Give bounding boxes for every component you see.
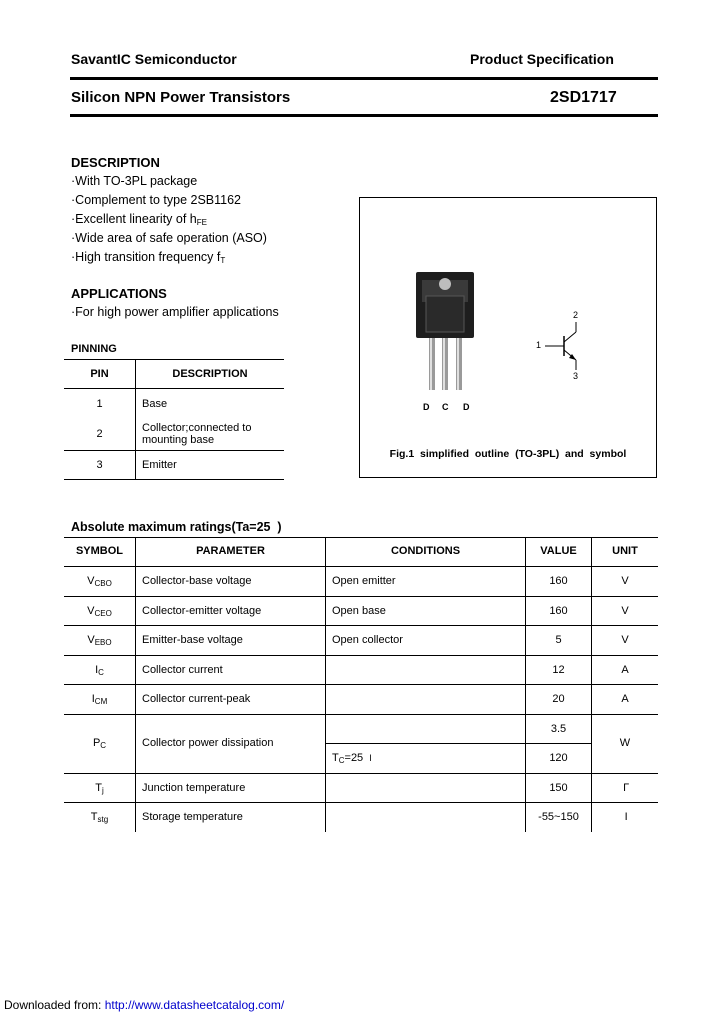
rating-value: 12 <box>552 664 565 676</box>
ratings-header-conditions: CONDITIONS <box>390 545 461 557</box>
ratings-rule <box>326 743 591 744</box>
header-rule-bottom <box>70 114 658 117</box>
rating-parameter: Junction temperature <box>142 782 246 794</box>
rating-condition: Open emitter <box>332 575 396 587</box>
company-name: SavantIC Semiconductor <box>71 51 237 67</box>
pin-description: Collector;connected to mounting base <box>142 422 252 446</box>
rating-parameter: Collector-base voltage <box>142 575 252 587</box>
pin-number: 3 <box>96 459 103 471</box>
rating-parameter: Collector current-peak <box>142 693 251 705</box>
product-line: Silicon NPN Power Transistors <box>71 89 291 106</box>
figure-box <box>359 197 657 478</box>
rating-unit: Γ <box>623 782 630 794</box>
rating-symbol: $V_{EBO}$ <box>87 634 112 647</box>
rating-parameter: Storage temperature <box>142 811 243 823</box>
footer-prefix: Downloaded from: <box>4 998 105 1012</box>
pinning-header-desc: DESCRIPTION <box>172 368 248 380</box>
description-item: ·Excellent linearity of $h_{FE}$ <box>71 212 207 227</box>
pin-letter: D <box>463 402 470 412</box>
package-outline-image <box>360 198 656 477</box>
rating-condition: Open collector <box>332 634 403 646</box>
rating-symbol: $V_{CEO}$ <box>87 605 112 618</box>
document-type: Product Specification <box>470 51 614 67</box>
pinning-header-pin: PIN <box>90 368 109 380</box>
pin-letter: D <box>423 402 430 412</box>
part-number: 2SD1717 <box>550 89 617 106</box>
pinning-rule <box>64 359 284 360</box>
rating-value: 160 <box>549 605 568 617</box>
rating-condition: $T_C=25$ I <box>332 752 372 765</box>
symbol-label: 2 <box>573 310 579 320</box>
rating-symbol: $T_{stg}$ <box>90 811 109 824</box>
rating-unit: V <box>621 605 629 617</box>
ratings-title: Absolute maximum ratings(Ta=25 ) <box>71 520 282 534</box>
ratings-divider <box>135 537 136 832</box>
ratings-rule <box>64 566 658 567</box>
description-item: ·High transition frequency $f_T$ <box>71 250 226 265</box>
applications-title: APPLICATIONS <box>71 286 167 301</box>
footer <box>4 998 284 1012</box>
ratings-header-symbol: SYMBOL <box>75 545 124 557</box>
rating-parameter: Collector current <box>142 664 223 676</box>
pinning-rule <box>64 450 284 451</box>
rating-value: 20 <box>552 693 565 705</box>
rating-value: 3.5 <box>550 723 567 735</box>
rating-condition: Open base <box>332 605 386 617</box>
rating-parameter: Collector-emitter voltage <box>142 605 262 617</box>
rating-parameter: Emitter-base voltage <box>142 634 243 646</box>
rating-symbol: $T_j$ <box>95 782 104 795</box>
figure-caption: Fig.1 simplified outline (TO-3PL) and symbol <box>389 448 627 460</box>
ratings-divider <box>325 537 326 832</box>
rating-value: 150 <box>549 782 568 794</box>
rating-unit: W <box>619 737 631 749</box>
ratings-rule <box>64 714 658 715</box>
pin-letter: C <box>442 402 449 412</box>
ratings-rule <box>64 537 658 538</box>
pin-number: 2 <box>96 428 103 440</box>
rating-unit: V <box>621 575 629 587</box>
rating-value: 120 <box>549 752 568 764</box>
rating-value: 160 <box>549 575 568 587</box>
pin-number: 1 <box>96 398 103 410</box>
applications-item: ·For high power amplifier applications <box>71 305 279 319</box>
rating-parameter: Collector power dissipation <box>142 737 274 749</box>
pinning-rule <box>64 479 284 480</box>
ratings-rule <box>64 684 658 685</box>
rating-unit: I <box>624 811 628 823</box>
rating-unit: V <box>621 634 629 646</box>
rating-symbol: $I_{CM}$ <box>91 693 108 706</box>
pinning-rule <box>64 388 284 389</box>
ratings-rule <box>64 802 658 803</box>
description-title: DESCRIPTION <box>71 155 160 170</box>
description-item: ·Complement to type 2SB1162 <box>71 193 242 207</box>
rating-value: -55~150 <box>538 811 579 823</box>
rating-symbol: $V_{CBO}$ <box>87 575 112 588</box>
footer-link[interactable]: http://www.datasheetcatalog.com/ <box>104 998 285 1012</box>
rating-value: 5 <box>555 634 562 646</box>
ratings-rule <box>64 596 658 597</box>
pinning-title: PINNING <box>71 343 117 355</box>
ratings-rule <box>64 655 658 656</box>
ratings-header-unit: UNIT <box>612 545 638 557</box>
pin-description: Base <box>142 398 168 410</box>
header-rule-top <box>70 77 658 80</box>
ratings-header-parameter: PARAMETER <box>196 545 265 557</box>
rating-unit: A <box>621 693 629 705</box>
pin-description: Emitter <box>142 459 177 471</box>
description-item: ·With TO-3PL package <box>71 174 198 188</box>
ratings-rule <box>64 773 658 774</box>
ratings-rule <box>64 625 658 626</box>
rating-symbol: $P_C$ <box>92 737 107 750</box>
rating-unit: A <box>621 664 629 676</box>
symbol-label: 1 <box>536 340 542 350</box>
rating-symbol: $I_C$ <box>95 664 104 677</box>
ratings-header-value: VALUE <box>540 545 577 557</box>
description-item: ·Wide area of safe operation (ASO) <box>71 231 267 245</box>
symbol-label: 3 <box>573 371 579 381</box>
